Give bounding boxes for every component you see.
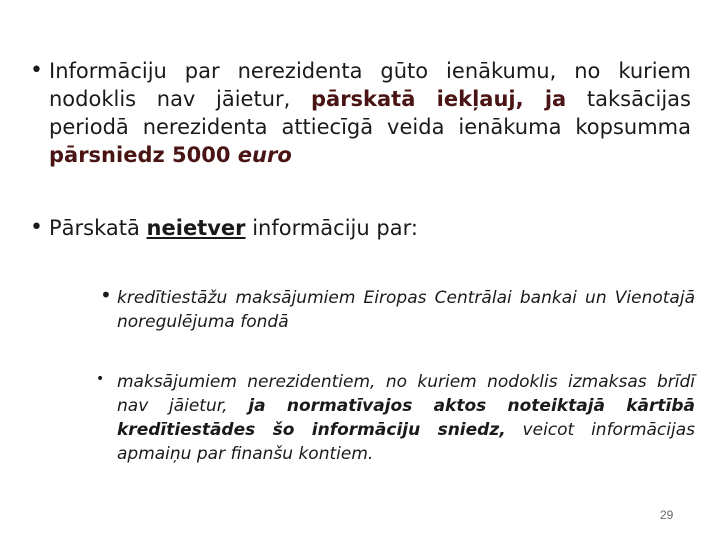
bullet-1-part-3: taksācijas periodā nerezidenta attiecīgā veida ienākuma kopsumma bbox=[49, 87, 691, 139]
sub-bullet-2-text bbox=[117, 370, 695, 466]
bullet-1-text bbox=[49, 57, 691, 169]
sub-bullet-2-emphasis: ja normatīvajos aktos noteiktajā kārtībā kredītiestādes šo informāciju sniedz, bbox=[117, 396, 695, 440]
bullet-2-part-3: informāciju par: bbox=[245, 216, 418, 240]
page-number: 29 bbox=[660, 508, 674, 522]
bullet-1-threshold: pārsniedz 5000 bbox=[49, 143, 238, 167]
sub-bullet-marker: • bbox=[96, 371, 105, 387]
sub-bullet-2-part-3: veicot informācijas apmaiņu par finanšu kontiem. bbox=[117, 420, 695, 464]
bullet-1-part-1: Informāciju par nerezidenta gūto ienākumu, no kuriem nodoklis nav jāietur, bbox=[49, 59, 691, 111]
bullet-2-text bbox=[49, 214, 689, 242]
sub-bullet-2-part-1: maksājumiem nerezidentiem, no kuriem nodoklis izmaksas brīdī nav jāietur, bbox=[117, 372, 695, 416]
bullet-2-underlined: neietver bbox=[146, 216, 246, 240]
bullet-2-part-1: Pārskatā bbox=[49, 216, 147, 240]
sub-bullet-marker: • bbox=[100, 283, 112, 307]
bullet-1-emphasis: pārskatā iekļauj, ja bbox=[310, 87, 567, 111]
bullet-marker: • bbox=[30, 215, 43, 240]
bullet-marker: • bbox=[30, 58, 43, 83]
bullet-1-currency: euro bbox=[237, 143, 292, 167]
sub-bullet-1-text: kredītiestāžu maksājumiem Eiropas Centrālai bankai un Vienotajā noregulējuma fondā bbox=[117, 288, 695, 332]
